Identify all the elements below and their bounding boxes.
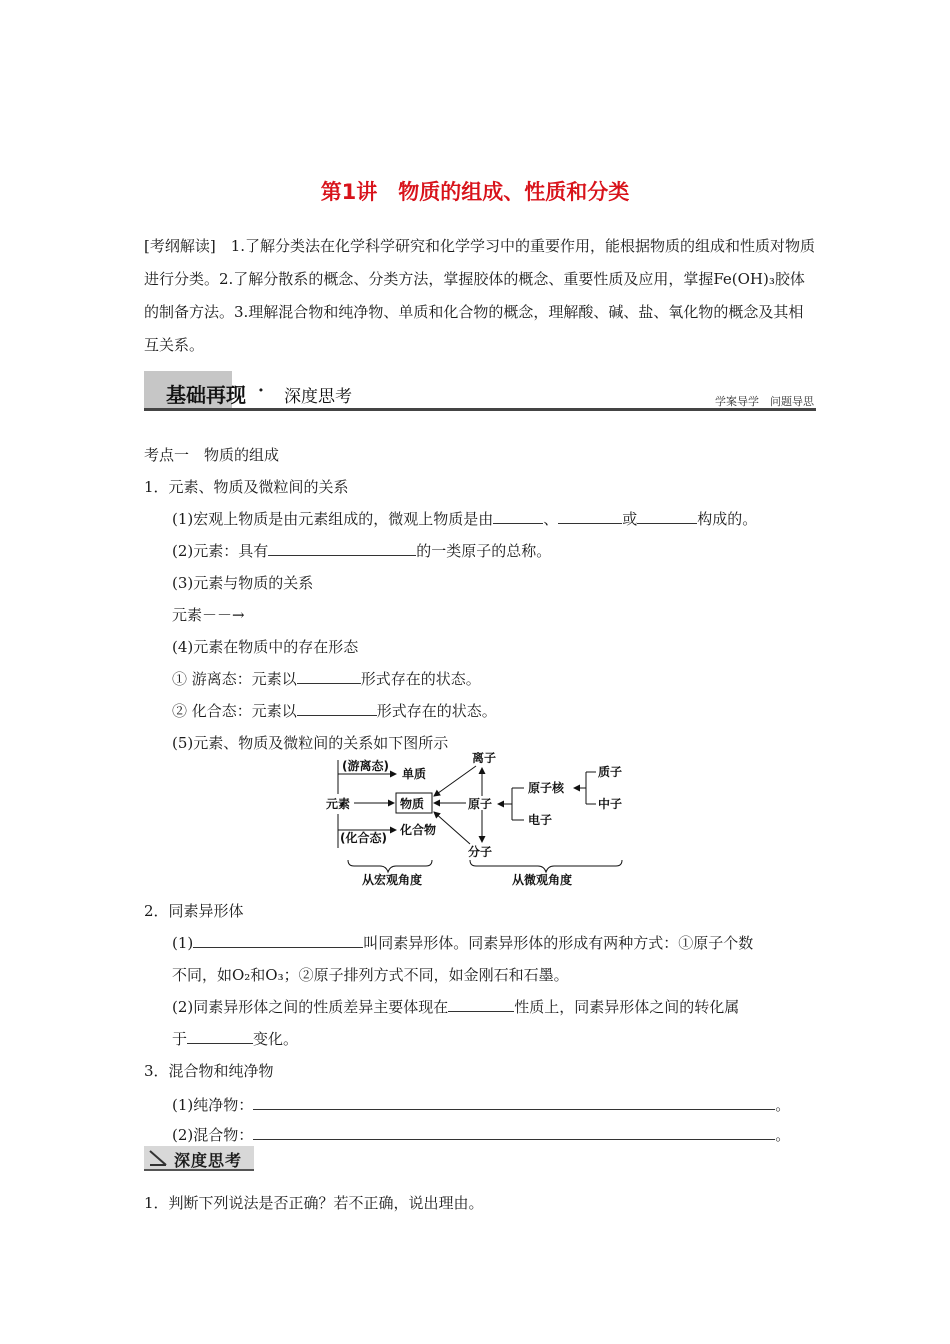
label-molecule: 分子 — [468, 845, 493, 859]
label-proton: 质子 — [598, 765, 623, 779]
s1-p4-1: ① 游离态：元素以 形式存在的状态。 — [172, 670, 481, 688]
label-neutron: 中子 — [598, 797, 623, 811]
s1-p3: (3)元素与物质的关系 — [172, 574, 314, 592]
fill-blank[interactable] — [187, 1029, 253, 1044]
s3-p2: (2)混合物： 。 — [172, 1126, 791, 1144]
fill-blank[interactable] — [268, 541, 416, 556]
nucleus-bracket — [586, 772, 596, 804]
label-element: 元素 — [326, 797, 351, 811]
s1-p4-2: ② 化合态：元素以 形式存在的状态。 — [172, 702, 497, 720]
s1-p2: (2)元素：具有 的一类原子的总称。 — [172, 542, 552, 560]
fill-blank[interactable] — [448, 997, 514, 1012]
label-compound: 化合物 — [400, 823, 437, 837]
fill-blank[interactable] — [253, 1095, 775, 1110]
label-atom: 原子 — [468, 797, 493, 811]
s2-p2: (2)同素异形体之间的性质差异主要体现在 性质上，同素异形体之间的转化属 — [172, 998, 740, 1016]
s2-p1-cont: 不同，如O₂和O₃；②原子排列方式不同，如金刚石和石墨。 — [172, 966, 569, 984]
deep-thinking-header — [144, 1146, 254, 1172]
s2-heading: 2．同素异形体 — [144, 902, 244, 920]
label-substance: 物质 — [400, 797, 425, 811]
fill-blank[interactable] — [193, 933, 363, 948]
atom-bracket — [512, 788, 524, 820]
section-banner — [144, 371, 816, 411]
deep-title: 深度思考 — [174, 1151, 243, 1170]
s2-p1: (1) 叫同素异形体。同素异形体的形成有两种方式：①原子个数 — [172, 934, 754, 952]
macro-brace — [348, 860, 432, 872]
s1-p1: (1)宏观上物质是由元素组成的，微观上物质是由 、 或 构成的。 — [172, 510, 758, 528]
label-combined-state: (化合态) — [340, 831, 387, 845]
banner-dot: · — [258, 381, 264, 401]
s3-p1: (1)纯净物： 。 — [172, 1096, 791, 1114]
arrow-molecule-substance — [434, 812, 470, 844]
banner-right: 学案导学 问题导思 — [715, 395, 814, 408]
label-macro: 从宏观角度 — [362, 873, 423, 887]
fill-blank[interactable] — [253, 1125, 775, 1140]
label-micro: 从微观角度 — [512, 873, 573, 887]
s3-heading: 3．混合物和纯净物 — [144, 1062, 274, 1080]
s1-p4: (4)元素在物质中的存在形态 — [172, 638, 359, 656]
banner-main: 基础再现 — [166, 383, 246, 407]
s1-heading: 1．元素、物质及微粒间的关系 — [144, 478, 349, 496]
label-nucleus: 原子核 — [528, 781, 565, 795]
s2-p2-cont: 于 变化。 — [172, 1030, 299, 1048]
label-simple-substance: 单质 — [402, 767, 427, 781]
label-ion: 离子 — [472, 752, 497, 765]
fill-blank[interactable] — [493, 509, 543, 524]
fill-blank[interactable] — [558, 509, 622, 524]
page-title: 第1讲 物质的组成、性质和分类 — [320, 180, 630, 204]
fill-blank[interactable] — [637, 509, 697, 524]
micro-brace — [470, 860, 622, 872]
arrow-ion-substance — [434, 766, 476, 796]
exam-outline: [考纲解读] 1.了解分类法在化学科学研究和化学学习中的重要作用，能根据物质的组成和性质对物质进行分类。2.了解分散系的概念、分类方法，掌握胶体的概念、重要性质及应用，掌握Fe(OH)₃胶体的制备方法。3.理解混合物和纯净物、单质和化合物的概念，理解酸、碱、盐、氧化物的概念及其相互关系。 — [144, 237, 816, 354]
s1-p5: (5)元素、物质及微粒间的关系如下图所示 — [172, 734, 449, 752]
relation-diagram — [320, 752, 630, 888]
corner-icon — [148, 1149, 168, 1167]
label-free-state: (游离态) — [342, 759, 389, 773]
knowledge-point-1: 考点一 物质的组成 — [144, 446, 280, 464]
question-1: 1．判断下列说法是否正确？若不正确，说出理由。 — [144, 1194, 484, 1212]
banner-sub: 深度思考 — [284, 387, 352, 407]
label-electron: 电子 — [528, 813, 553, 827]
fill-blank[interactable] — [297, 669, 361, 684]
s1-p3-line: 元素－－→ — [172, 606, 245, 624]
fill-blank[interactable] — [297, 701, 377, 716]
